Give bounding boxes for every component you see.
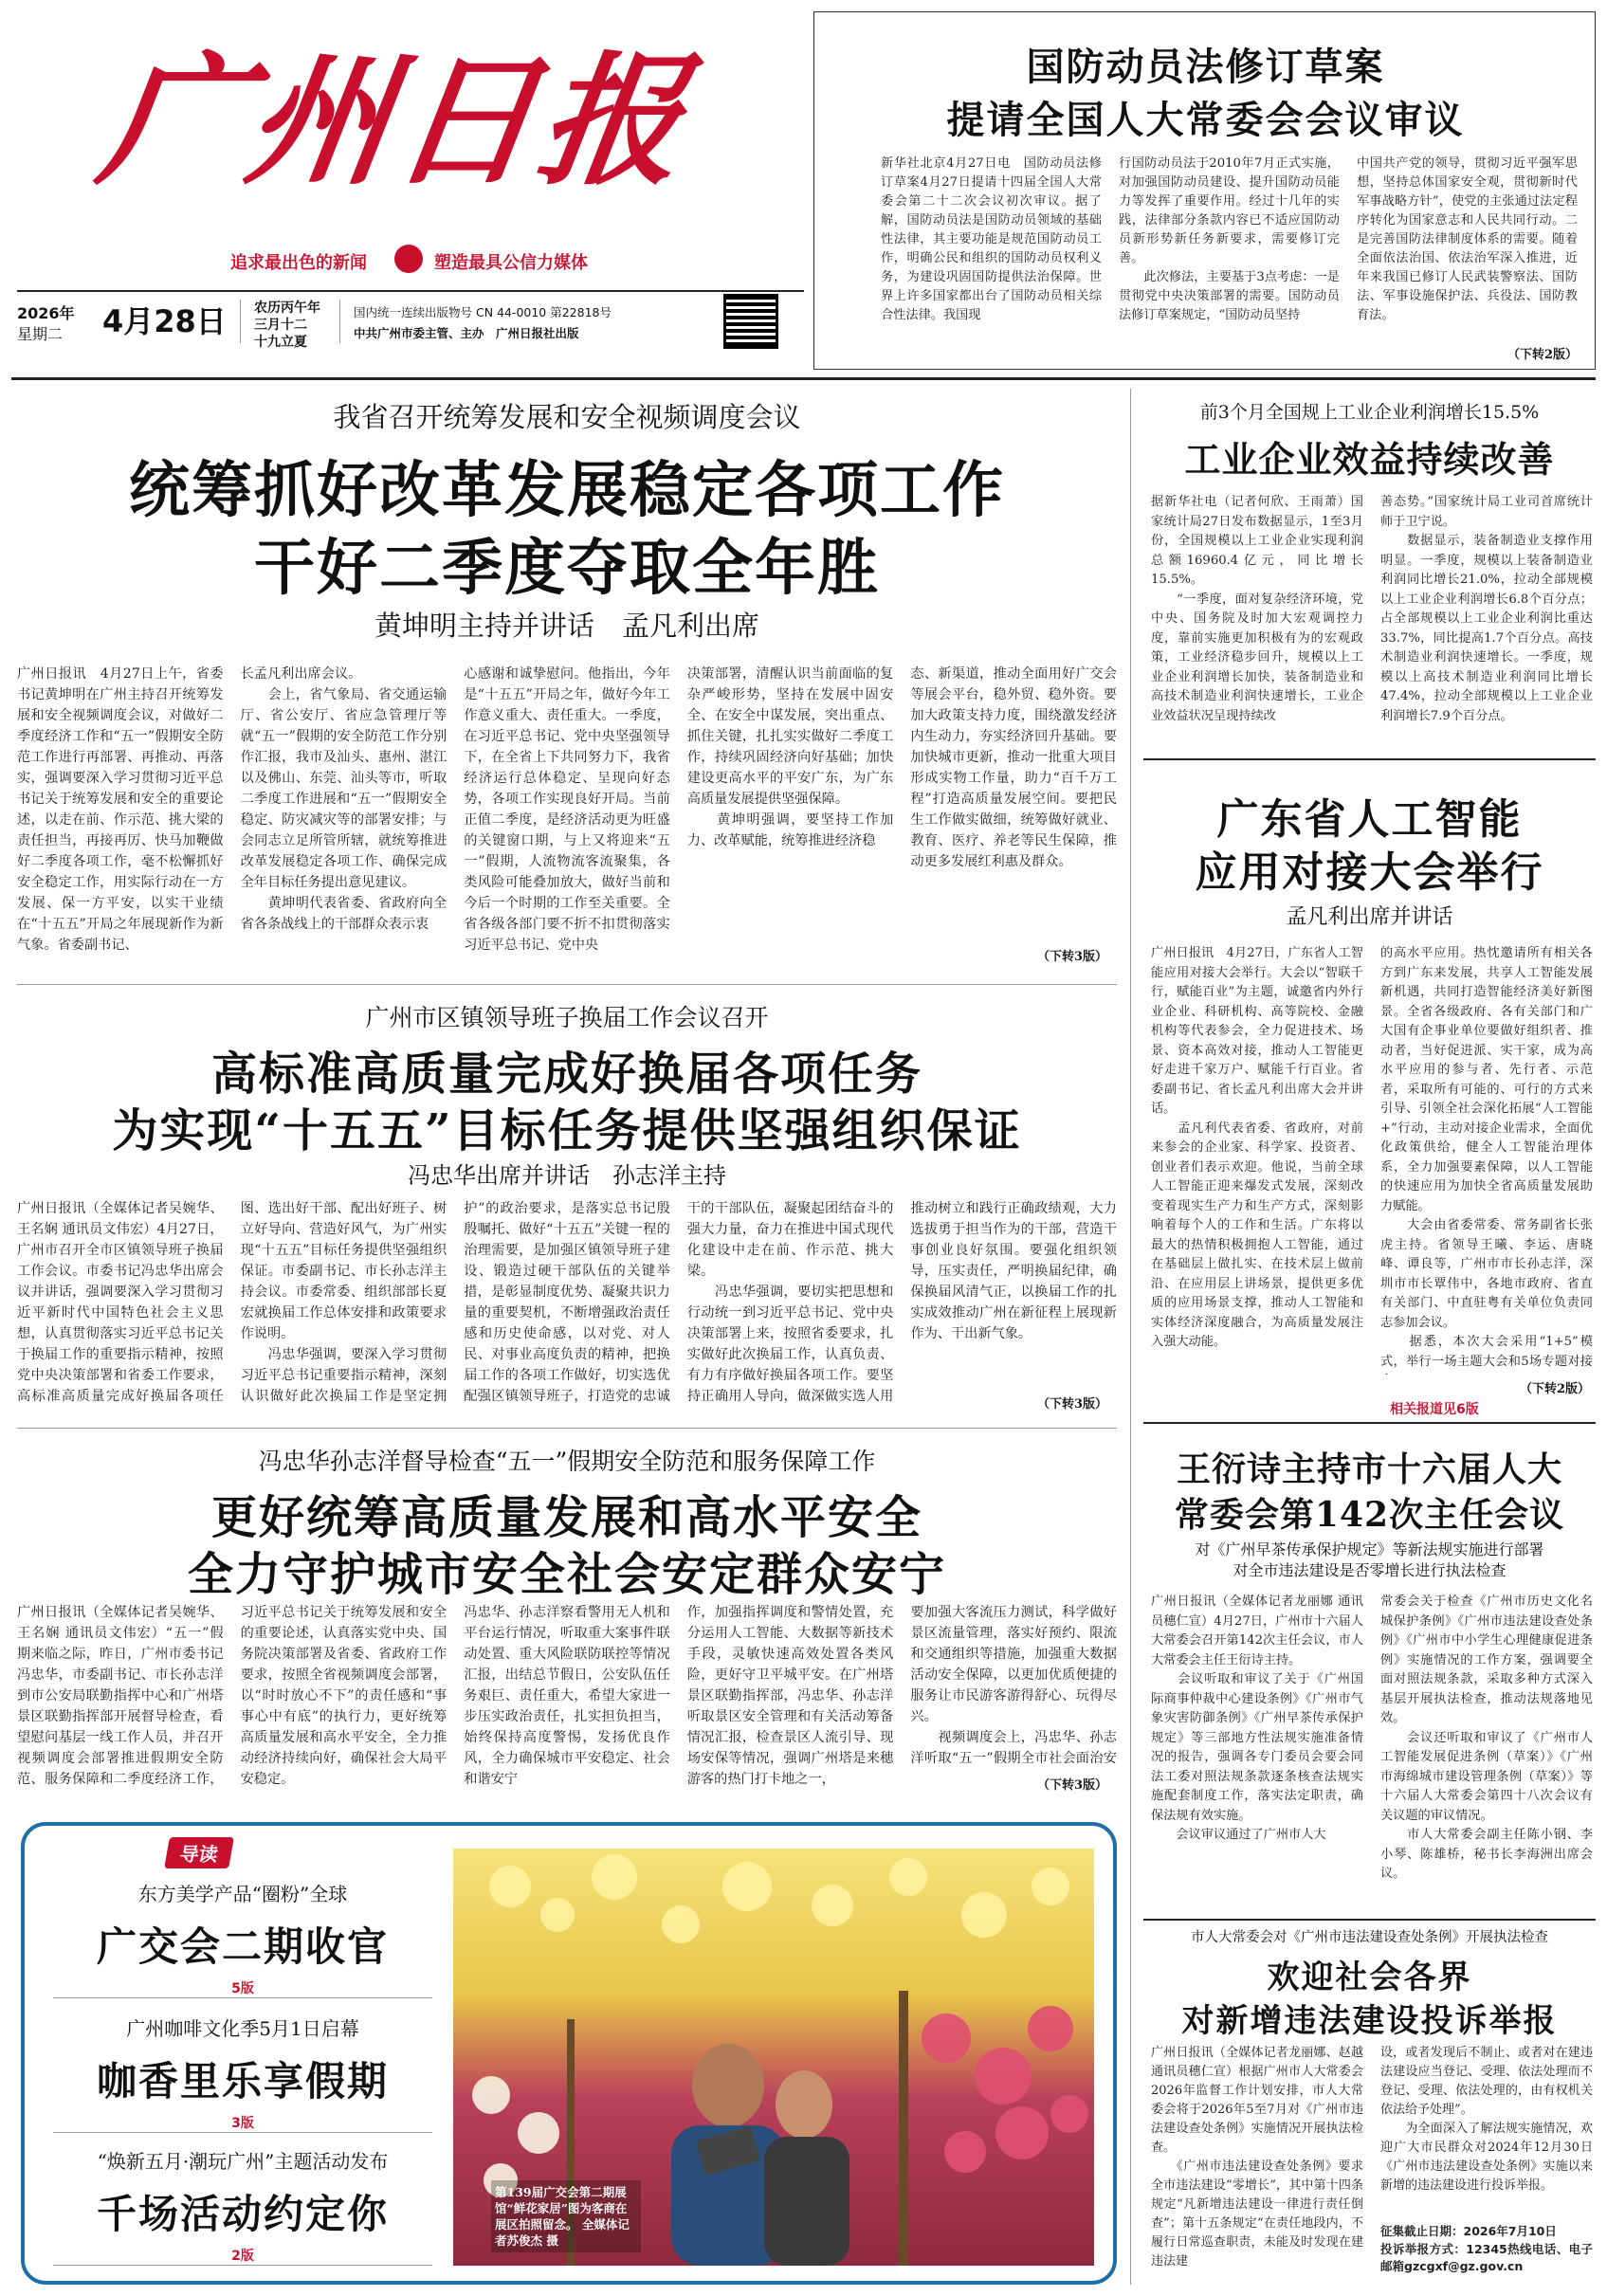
related-report-link[interactable]: 相关报道见6版 — [1390, 1402, 1479, 1417]
deadline-note: 征集截止日期：2026年7月10日 — [1380, 2224, 1557, 2238]
masthead-rule — [17, 290, 804, 292]
column: 设，或者发现后不制止、或者对在建违法建设应当登记、受理、依法处理而不登记、受理、依法处理的，由有权机关依法给予处理”。 为全面深入了解法规实施情况，欢迎广大市民群众对2024年12月30日《广州市违法建设查处条例》实施以来新增的违法建设进行投诉举报。 — [1380, 2046, 1593, 2193]
page-rule — [11, 377, 1596, 380]
article-body — [17, 1602, 1117, 1790]
jump-ref[interactable]: （下转2版） — [1507, 348, 1578, 362]
guide-item[interactable] — [53, 2014, 432, 2133]
column: 行国防动员法于2010年7月正式实施，对加强国防动员建设、提升国防动员能力等发挥了重要作用。经过十几年的实践，法律部分条款内容已不适应国防动员新形势新任务新要求，需要修订完善。 此次修法，主要基于3点考虑：一是贯彻党中央决策部署的需要。国防动员法修订草案规定，“国防动员坚持 — [1119, 156, 1340, 322]
column: 据新华社电（记者何欣、王雨萧）国家统计局27日发布数据显示，1至3月份，全国规模以上工业企业实现利润总额16960.4亿元，同比增长15.5%。 “一季度，面对复杂经济环境，党中央、国务院及时加大宏观调控力度，靠前实施更加积极有为的宏观政策，工业经济稳步回升，规模以上工业企业利润增长加快，装备制造业和高技术制造业利润快速增长，工业企业效益状况呈现持续改 — [1151, 495, 1363, 723]
headline: 统筹抓好改革发展稳定各项工作 — [129, 455, 1005, 526]
column: 善态势。”国家统计局工业司首席统计师于卫宁说。 数据显示，装备制造业支撑作用明显。一季度，规模以上装备制造业利润同比增长21.0%，拉动全部规模以上工业企业利润增长6.8个百分点；占全部规模以上工业企业利润比重达33.7%，同比提高1.7个百分点。高技术制造业利润快速增长。一季度，规模以上高技术制造业利润同比增长47.4%，拉动全部规模以上工业企业利润增长7.9个百分点。 — [1380, 495, 1593, 723]
headline: 常委会第142次主任会议 — [1174, 1495, 1565, 1535]
subheadline: 孟凡利出席并讲话 — [1286, 905, 1453, 929]
guide-item[interactable] — [53, 1879, 432, 1998]
ai-conference-story[interactable] — [1143, 766, 1596, 1420]
column: 要加强大客流压力测试，科学做好景区流量管理，落实好预约、限流和交通组织等措施，加强重大数据活动安全保障，以更加优质便捷的服务让市民游客游得舒心、玩得尽兴。 视频调度会上，冯忠华、孙志洋听取“五一”假期全市社会面治安 — [910, 1605, 1117, 1766]
date-weekday: 星期二 — [17, 325, 64, 343]
column-divider — [1130, 389, 1131, 2285]
industry-profit-story[interactable] — [1143, 391, 1596, 751]
kicker: 前3个月全国规上工业企业利润增长15.5% — [1199, 402, 1540, 423]
date-main: 4月28日 — [102, 303, 227, 339]
guide-title: 广交会二期收官 — [96, 1923, 389, 1970]
leadership-election-story[interactable] — [17, 988, 1117, 1462]
guide-kicker: 广州咖啡文化季5月1日启幕 — [126, 2017, 359, 2040]
headline: 为实现“十五五”目标任务提供坚强组织保证 — [112, 1104, 1022, 1157]
article-body — [1151, 1593, 1593, 1905]
article-body — [881, 155, 1578, 354]
guide-kicker: 东方美学产品“圈粉”全球 — [137, 1883, 348, 1905]
photo-caption: 第139届广交会第二期展馆“鲜花家居”图为客商在展区拍照留念。 全媒体记者苏俊杰 摄 — [491, 2180, 641, 2252]
column: 习近平总书记关于统筹发展和安全的重要论述，认真落实党中央、国务院决策部署及省委、省政府工作要求，按照全省视频调度会部署，以“时时放心不下”的责任感和“事事心中有底”的执行力，更好统筹高质量发展和高水平安全，全力推动经济持续向好，确保社会大局平安稳定。 — [240, 1605, 447, 1787]
column: 长孟凡利出席会议。 会上，省气象局、省交通运输厅、省公安厅、省应急管理厅等就“五一”假期的安全防范工作分别作汇报，我市及汕头、惠州、湛江以及佛山、东莞、汕头等市，听取二季度工作进展和“五一”假期安全稳定、防灾减灾等的部署安排；与会同志立足所管所辖，就统筹推进改革发展稳定各项工作、确保完成全年目标任务提出意见建议。 黄坤明代表省委、省政府向全省各条战线上的干部群众表示衷 — [240, 666, 447, 932]
npc-meeting-story[interactable] — [1143, 1426, 1596, 1919]
headline: 高标准高质量完成好换届各项任务 — [210, 1048, 922, 1101]
masthead — [17, 17, 804, 368]
kicker: 广州市区镇领导班子换届工作会议召开 — [365, 1004, 769, 1031]
column: 的高水平应用。热忱邀请所有相关各方到广东来发展，共享人工智能发展新机遇，共同打造智能经济美好新图景。全省各级政府、各有关部门和广大国有企事业单位要做好组织者、推动者，当好促进派、实干家，成为高水平应用的参与者、先行者、示范者，采取所有可能的、可行的方式来引导、引领全社会深化拓展“人工智能+”行动，主动对接企业需求，全面优化政策供给，健全人工智能治理体系，全力加强要素保障，以人工智能的快速应用为加快全省高质量发展助力赋能。 大会由省委常委、常务副省长张虎主持。省领导王曦、李运、唐晓峰、谭良等，广州市市长孙志洋，深圳市市长覃伟中，各地市政府、省直有关部门、中直驻粤有关单位负责同志参加会议。 据悉，本次大会采用“1+5”模式，举行一场主题大会和5场专题对接 — [1380, 946, 1593, 1369]
jump-ref[interactable]: （下转3版） — [1036, 1778, 1107, 1793]
column: 作，加强指挥调度和警情处置，充分运用人工智能、大数据等新技术手段，灵敏快速高效处置各类风险，更好守卫平城平安。在广州塔景区联勤指挥部，冯忠华、孙志洋听取景区安全管理和有关活动筹备情况汇报，检查景区人流引导、现场安保等情况，强调广州塔是来穗游客的热门打卡地之一， — [686, 1605, 894, 1787]
pub-line-2: 中共广州市委主管、主办 广州日报社出版 — [354, 326, 579, 340]
headline: 对新增违法建设投诉举报 — [1181, 2002, 1558, 2040]
guide-title: 咖香里乐享假期 — [96, 2058, 389, 2105]
column: 中国共产党的领导，贯彻习近平强军思想，坚持总体国家安全观，贯彻新时代军事战略方针”，使党的主张通过法定程序转化为国家意志和人民共同行动。二是完善国防法律制度体系的需要。随着全面依法治国、依法治军深入推进，近年来我国已修订人民武装警察法、国防法、军事设施保护法、兵役法、国防教育法。 — [1357, 156, 1578, 322]
section-rule — [1143, 758, 1596, 760]
article-body — [1151, 493, 1593, 741]
holiday-safety-story[interactable] — [17, 1431, 1117, 1811]
lunar-1: 农历丙午年 — [254, 301, 320, 316]
column: 心感谢和诚挚慰问。他指出，今年是“十五五”开局之年，做好今年工作意义重大、责任重大。一季度，在习近平总书记、党中央坚强领导下，在全省上下共同努力下，我省经济运行总体稳定、呈现向好态势，各项工作实现良好开局。当前正值二季度，是经济活动更为旺盛的关键窗口期，与上又将迎来“五一”假期，人流物流客流聚集，各类风险可能叠加放大，做好当前和今后一个时期的工作至关重要。全省各级各部门要不折不扣贯彻落实习近平总书记、党中央 — [464, 666, 670, 953]
column: 图、选出好干部、配出好班子、树立好导向、营造好风气，为广州实现“十五五”目标任务提供坚强组织保证。市委副书记、市长孙志洋主持会议。市委常委、组织部部长夏宏就换届工作总体安排和政策要求作说明。 冯忠华强调，要深入学习贯彻习近平总书记重要指示精神，深刻认识做好此次换届工作是坚定拥 — [240, 1201, 447, 1404]
guide-badge: 导读 — [164, 1837, 234, 1868]
column: 决策部署，清醒认识当前面临的复杂严峻形势，坚持在发展中固安全、在安全中谋发展，突出重点、抓住关键，扎扎实实做好二季度工作，持续巩固经济向好基础；加快建设更高水平的平安广东，为广东高质量发展提供坚强保障。 黄坤明强调，要坚持工作加力、改革赋能，统筹推进经济稳 — [686, 666, 894, 848]
divider — [240, 300, 241, 343]
section-rule — [1143, 1919, 1596, 1921]
subheadline: 对全市违法建设是否零增长进行执法检查 — [1233, 1561, 1507, 1579]
column: 推动树立和践行正确政绩观，大力选拔勇于担当作为的干部，营造干事创业良好氛围。要强化组织领导，压实责任，严明换届纪律，确保换届风清气正，以换届工作的扎实成效推动广州在新征程上展现新作为、干出新气象。 — [910, 1201, 1117, 1341]
article-body — [1151, 944, 1593, 1394]
column: 广州日报讯 4月27日上午，省委书记黄坤明在广州主持召开统筹发展和安全视频调度会议，对做好二季度经济工作和“五一”假期安全防范工作进行再部署、再推动、再落实，强调要深入学习贯彻习近平总书记关于统筹发展和安全的重要论述，以走在前、作示范、挑大梁的责任担当，再接再厉、快马加鞭做好二季度各项工作，毫不松懈抓好安全稳定工作，用实际行动在一方发展、保一方平安，以实干业绩在“十五五”开局之年展现新作为新气象。省委副书记、 — [17, 666, 224, 953]
guide-page[interactable]: 2版 — [53, 2246, 432, 2266]
contact-note[interactable]: 投诉举报方式：12345热线电话、电子邮箱gzcgxf@gz.gov.cn — [1380, 2242, 1593, 2273]
guide-page[interactable]: 3版 — [53, 2113, 432, 2133]
column: 广州日报讯（全媒体记者吴婉华、王名娴 通讯员文伟宏）“五一”假期来临之际，昨日，广州市委书记冯忠华，市委副书记、市长孙志洋到市公安局联勤指挥中心和广州塔景区联勤指挥部开展督导检查，看望慰问基层一线工作人员，并召开视频调度会部署推进假期安全防范、服务保障和二季度经济工作， — [17, 1605, 224, 1787]
top-story[interactable] — [813, 11, 1596, 370]
guide-box — [21, 1822, 1117, 2285]
pub-line-1: 国内统一连续出版物号 CN 44-0010 第22818号 — [354, 305, 612, 319]
feature-photo[interactable] — [453, 1849, 1094, 2266]
kicker: 市人大常委会对《广州市违法建设查处条例》开展执法检查 — [1191, 1930, 1548, 1945]
lunar-3: 十九立夏 — [254, 335, 307, 350]
column: 态、新渠道，推动全面用好广交会等展会平台，稳外贸、稳外资。要加大政策支持力度，围绕激发经济内生动力，夯实经济回升基础。要加快城市更新，推动一批重大项目形成实物工作量，助力“百千万工程”打造高质量发展空间。要把民生工作做实做细，统筹做好就业、教育、医疗、养老等民生保障，推动更多发展红利惠及群众。 — [910, 666, 1117, 869]
subheadline: 黄坤明主持并讲话 孟凡利出席 — [374, 610, 759, 642]
column: 冯忠华、孙志洋察看警用无人机和平台运行情况，听取重大案事件联动处置、重大风险联防联控等情况汇报，出结总节假日，公安队伍任务艰巨、责任重大，希望大家进一步压实政治责任，扎实担负担当，始终保持高度警惕，发扬优良作风，全力确保城市平安稳定、社会和谐安宁 — [464, 1605, 670, 1787]
headline: 提请全国人大常委会会议审议 — [946, 98, 1465, 142]
column: 广州日报讯（全媒体记者吴婉华、王名娴 通讯员文伟宏）4月27日，广州市召开全市区镇领导班子换届工作会议。市委书记冯忠华出席会议并讲话，强调要深入学习贯彻习近平新时代中国特色社会主义思想，认真贯彻落实习近平总书记关于换届工作的重要指示精神，按照党中央决策部署和省委工作要求，高标准高质量完成好换届各项任 — [17, 1201, 224, 1404]
column: 广州日报讯（全媒体记者龙丽娜 通讯员穗仁宣）4月27日，广州市十六届人大常委会召开第142次主任会议，市人大常委会主任王衍诗主持。 会议听取和审议了关于《广州国际商事仲裁中心建设条例》《广州市气象灾害防御条例》《广州早茶传承保护规定》等三部地方性法规实施准备情况的报告，强调各专门委员会要会同法工委对照法规条款逐条核查法规实施配套制度工作，落实法定职责，确保法规有效实施。 会议审议通过了广州市人大 — [1151, 1594, 1363, 1842]
slogan-left: 追求最出色的新闻 — [230, 253, 367, 273]
column: 广州日报讯 4月27日，广东省人工智能应用对接大会举行。大会以“智联千行，赋能百业”为主题，诚邀省内外行业企业、科研机构、高等院校、金融机构等代表参会，全力促进技术、场景、资本高效对接，推动人工智能更好走进千家万户、赋能千行百业。省委副书记、省长孟凡利出席大会并讲话。 孟凡利代表省委、省政府，对前来参会的企业家、科学家、投资者、创业者们表示欢迎。他说，当前全球人工智能正迎来爆发式发展，深刻改变着现实生产力和生产方式，深刻影响着每个人的工作和生活。广东将以最大的热情积极拥抱人工智能，通过在基础层上做扎实、在技术层上做前沿、在应用层上讲场景，提供更多优质的应用场景支撑，推动人工智能和实体经济深度融合，为高质量发展注入强大动能。 — [1151, 946, 1363, 1349]
headline: 全力守护城市安全社会安定群众安宁 — [187, 1548, 946, 1601]
section-rule — [1143, 1422, 1596, 1424]
column: 常委会关于检查《广州市历史文化名城保护条例》《广州市违法建设查处条例》《广州市中小学生心理健康促进条例》实施情况的工作方案，强调要全面对照法规条款，采取多种方式深入基层开展执法检查，推动法规落地见效。 会议还听取和审议了《广州市人工智能发展促进条例（草案）》《广州市海绵城市建设管理条例（草案）》等十六届人大常委会第四十八次会议有关议题的审议情况。 市人大常委会副主任陈小钢、李小琴、陈雄桥，秘书长李海洲出席会议。 — [1380, 1594, 1593, 1881]
qr-code-icon[interactable] — [723, 294, 778, 349]
guide-item[interactable] — [53, 2146, 432, 2266]
subheadline: 对《广州早茶传承保护规定》等新法规实施进行部署 — [1195, 1540, 1544, 1558]
article-body — [17, 664, 1117, 957]
section-rule — [17, 984, 1117, 985]
article-body — [1151, 2044, 1593, 2275]
headline: 王衍诗主持市十六届人大 — [1176, 1449, 1562, 1489]
date-year: 2026年 — [17, 304, 75, 322]
headline: 更好统筹高质量发展和高水平安全 — [210, 1491, 922, 1544]
headline: 干好二季度夺取全年胜 — [254, 533, 880, 604]
jump-ref[interactable]: （下转2版） — [1519, 1382, 1590, 1396]
jump-ref[interactable]: （下转3版） — [1036, 950, 1107, 964]
headline: 广东省人工智能 — [1216, 795, 1523, 844]
section-rule — [17, 1428, 1117, 1429]
lead-story[interactable] — [17, 389, 1117, 976]
headline: 欢迎社会各界 — [1267, 1959, 1472, 1996]
slogan-right: 塑造最具公信力媒体 — [434, 253, 588, 273]
headline: 国防动员法修订草案 — [1026, 45, 1385, 89]
column: 干的干部队伍，凝聚起团结奋斗的强大力量，奋力在推进中国式现代化建设中走在前、作示范、挑大梁。 冯忠华强调，要切实把思想和行动统一到习近平总书记、党中央决策部署上来，按照省委要求，扎实做好此次换届工作，认真负责、有力有序做好换届各项工作。要坚持正确用人导向，做深做实选人用 — [686, 1201, 894, 1404]
slogan-emblem-icon — [394, 245, 423, 273]
guide-kicker: “焕新五月·潮玩广州”主题活动发布 — [97, 2150, 389, 2173]
guide-page[interactable]: 5版 — [53, 1978, 432, 1998]
kicker: 冯忠华孙志洋督导检查“五一”假期安全防范和服务保障工作 — [258, 1448, 876, 1475]
article-body — [17, 1198, 1117, 1407]
guide-title: 千场活动约定你 — [96, 2191, 389, 2237]
divider — [339, 300, 340, 343]
column: 新华社北京4月27日电 国防动员法修订草案4月27日提请十四届全国人大常委会第二十二次会议初次审议。据了解，国防动员法是国防动员领域的基础性法律，其主要功能是规范国防动员工作，明确公民和组织的国防动员权利义务，为建设巩固国防提供法治保障。世界上许多国家都出台了国防动员相关综合性法律。我国现 — [881, 156, 1102, 322]
illegal-construction-story[interactable] — [1143, 1922, 1596, 2287]
jump-ref[interactable]: （下转3版） — [1036, 1397, 1107, 1412]
newspaper-logo[interactable]: 广州日报 — [90, 38, 699, 205]
headline: 工业企业效益持续改善 — [1184, 438, 1555, 481]
headline: 应用对接大会举行 — [1195, 848, 1544, 897]
column: 广州日报讯（全媒体记者龙丽娜、赵越 通讯员穗仁宣）根据广州市人大常委会2026年监督工作计划安排，市人大常委会将于2026年5至7月对《广州市违法建设查处条例》实施情况开展执法检查。 《广州市违法建设查处条例》要求全市违法建设“零增长”，其中第十四条规定“凡新增违法建设一律进行责任倒查”；第十五条规定“在责任地段内，不履行日常巡查职责，未能及时发现在建违法建 — [1151, 2046, 1363, 2269]
lunar-2: 三月十二 — [254, 318, 307, 333]
subheadline: 冯忠华出席并讲话 孙志洋主持 — [408, 1162, 726, 1189]
column: 护”的政治要求，是落实总书记殷殷嘱托、做好“十五五”关键一程的治理需要，是加强区镇领导班子建设、锻造过硬干部队伍的关键举措，是彰显制度优势、凝聚共识力量的重要契机，不断增强政治责任感和历史使命感，以对党、对人民、对事业高度负责的精神，把换届工作的各项工作做好，切实选优配强区镇领导班子，打造党的忠诚 — [464, 1201, 670, 1404]
kicker: 我省召开统筹发展和安全视频调度会议 — [333, 401, 801, 433]
